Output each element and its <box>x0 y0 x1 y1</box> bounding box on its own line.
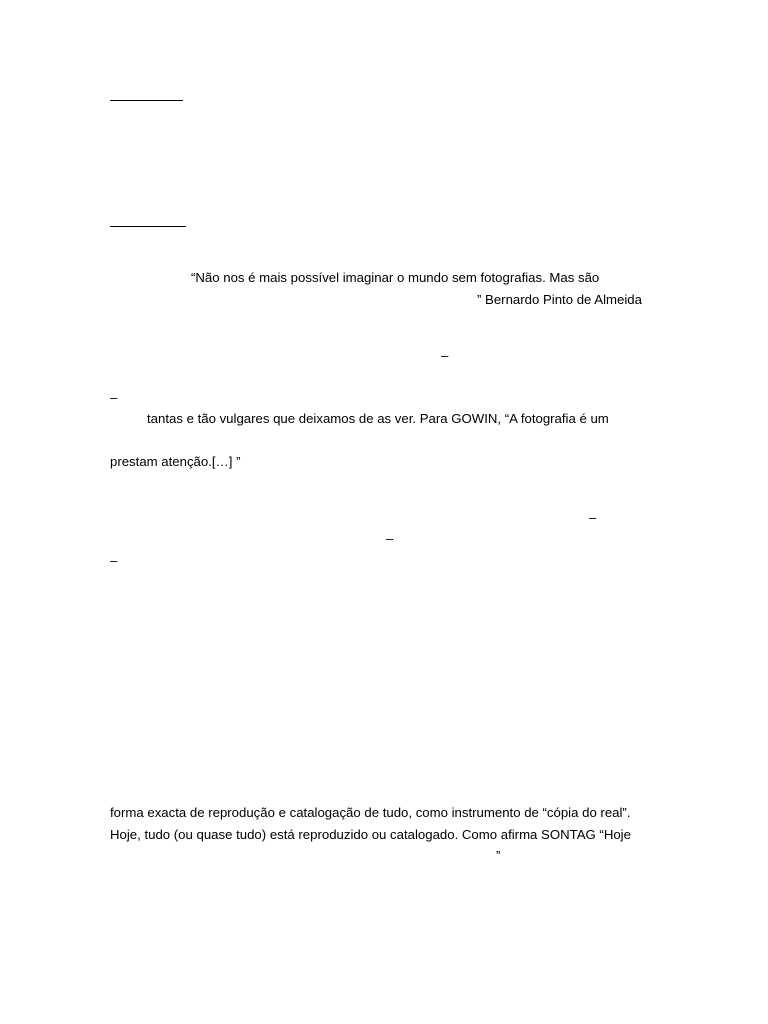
quote-attribution: ” Bernardo Pinto de Almeida <box>477 292 642 307</box>
heading-underline-2 <box>110 226 186 227</box>
dash-mark: – <box>110 390 118 405</box>
sontag-paragraph-line-1: forma exacta de reprodução e catalogação de tudo, como instrumento de “cópia do real”. <box>110 805 631 820</box>
sontag-paragraph-line-2: Hoje, tudo (ou quase tudo) está reproduzido ou catalogado. Como afirma SONTAG “Hoje <box>110 827 631 842</box>
quote-opening-line: “Não nos é mais possível imaginar o mundo sem fotografias. Mas são <box>191 270 600 285</box>
dash-mark: – <box>386 531 394 546</box>
dash-mark: – <box>441 348 449 363</box>
dash-mark: – <box>589 510 597 525</box>
gowin-quote-close: prestam atenção.[…] ” <box>110 454 241 469</box>
gowin-quote-intro: tantas e tão vulgares que deixamos de as ver. Para GOWIN, “A fotografia é um <box>147 411 609 426</box>
dash-mark: – <box>110 553 118 568</box>
closing-quote-mark: ” <box>496 848 501 863</box>
heading-underline-1 <box>110 100 183 101</box>
